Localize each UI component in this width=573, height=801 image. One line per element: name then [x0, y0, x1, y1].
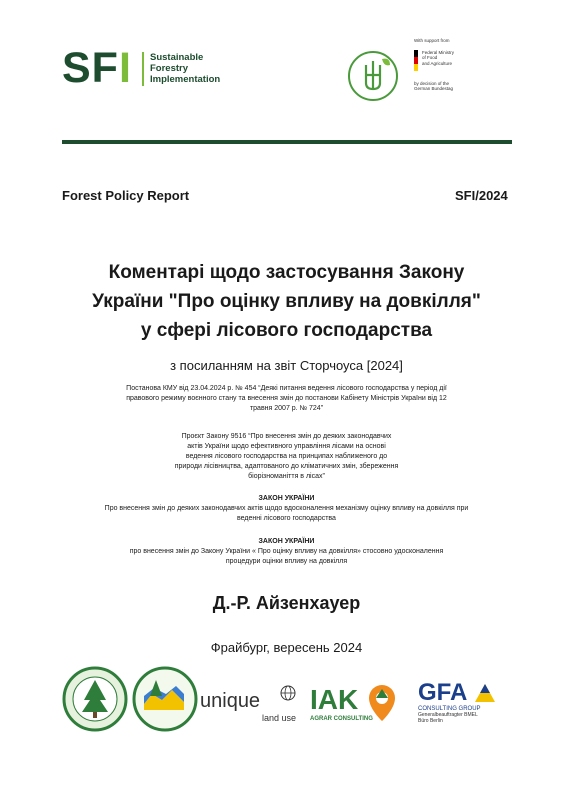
support-line: by decision of the: [414, 80, 450, 86]
document-subtitle: з посиланням на звіт Сторчоуса [2024]: [170, 358, 403, 373]
iak-sub: AGRAR CONSULTING: [310, 716, 373, 722]
document-title: [40, 258, 533, 345]
german-flag-icon: [414, 50, 418, 71]
reference-line: про внесення змін до Закону України « Про оцінку впливу на довкілля» стосовно удосконалення: [129, 548, 444, 555]
globe-icon: [280, 685, 296, 701]
support-line: Federal Ministry: [422, 49, 455, 55]
reference-line: травня 2007 р. № 724”: [249, 405, 324, 412]
unique-sub: land use: [262, 713, 297, 723]
sfi-tagline: [150, 52, 220, 85]
support-line: of Food: [422, 55, 438, 60]
reference-resolution: [70, 384, 503, 414]
gfa-logo: [418, 681, 481, 724]
report-series-label: Forest Policy Report: [62, 188, 190, 203]
unique-name: unique: [200, 690, 261, 712]
gfa-triangle-icon: [474, 683, 496, 703]
report-code: SFI/2024: [455, 188, 508, 203]
gfa-name: GFA: [418, 679, 468, 706]
sfi-tagline-line: Implementation: [150, 74, 221, 85]
partner-logos: [62, 663, 512, 733]
reference-line: Проєкт Закону 9516 “Про внесення змін до деяких законодавчих: [181, 433, 392, 440]
reference-line: правового режиму воєнного стану та внесення змін до постанови Кабінету Міністрів України від 12: [126, 395, 447, 402]
header-rule: [62, 140, 512, 144]
title-line: Коментарі щодо застосування Закону: [108, 262, 465, 283]
iak-name: IAK: [310, 684, 359, 715]
law-heading: ЗАКОН УКРАЇНИ: [258, 495, 315, 502]
support-line: and Agriculture: [422, 60, 453, 66]
sfi-logo-text: SFI: [62, 44, 132, 92]
forestry-institute-logo: [132, 666, 198, 732]
bmel-support-block: [414, 38, 494, 128]
sfi-tagline-line: Forestry: [150, 63, 189, 74]
ministry-trident-logo: [346, 49, 400, 103]
author-name: Д.-Р. Айзенхауер: [212, 593, 361, 613]
support-line: With support from: [414, 38, 450, 43]
gfa-line: Büro Berlin: [418, 718, 443, 724]
title-line: України "Про оцінку впливу на довкілля": [92, 291, 481, 312]
gfa-line: Generalbeauftragter BMEL: [418, 712, 478, 718]
sfi-tagline-line: Sustainable: [150, 52, 204, 63]
reference-line: актів України щодо ефективного управління лісами на основі: [187, 443, 386, 450]
support-line: German Bundestag: [414, 86, 454, 91]
reference-line: процедури оцінки впливу на довкілля: [225, 558, 348, 565]
gfa-sub: CONSULTING GROUP: [418, 706, 481, 712]
iak-logo: [310, 685, 373, 722]
reference-line: природи лісівництва, адаптованого до кліматичних змін, збереження: [174, 463, 399, 470]
sfi-logo: [62, 46, 242, 90]
reference-law-1: [70, 494, 503, 524]
reference-line: Постанова КМУ від 23.04.2024 р. № 454 “Деякі питання ведення лісового господарства у період дії: [126, 385, 447, 392]
reference-draft-law: [70, 432, 503, 482]
reference-law-2: [70, 537, 503, 567]
reference-line: Про внесення змін до деяких законодавчих актів щодо вдосконалення механізму оцінку впливу на довкілля при: [104, 505, 469, 512]
place-date: Фрайбург, вересень 2024: [210, 640, 363, 655]
title-line: у сфері лісового господарства: [140, 320, 433, 341]
law-heading: ЗАКОН УКРАЇНИ: [258, 538, 315, 545]
forest-agency-logo: [62, 666, 128, 732]
reference-line: біорізноманіття в лісах”: [248, 473, 325, 480]
iak-pin-icon: [366, 683, 398, 723]
reference-line: веденні лісового господарства: [237, 515, 336, 522]
sfi-logo-divider: [142, 52, 144, 86]
reference-line: ведення лісового господарства на принципах наближеного до: [185, 453, 388, 460]
